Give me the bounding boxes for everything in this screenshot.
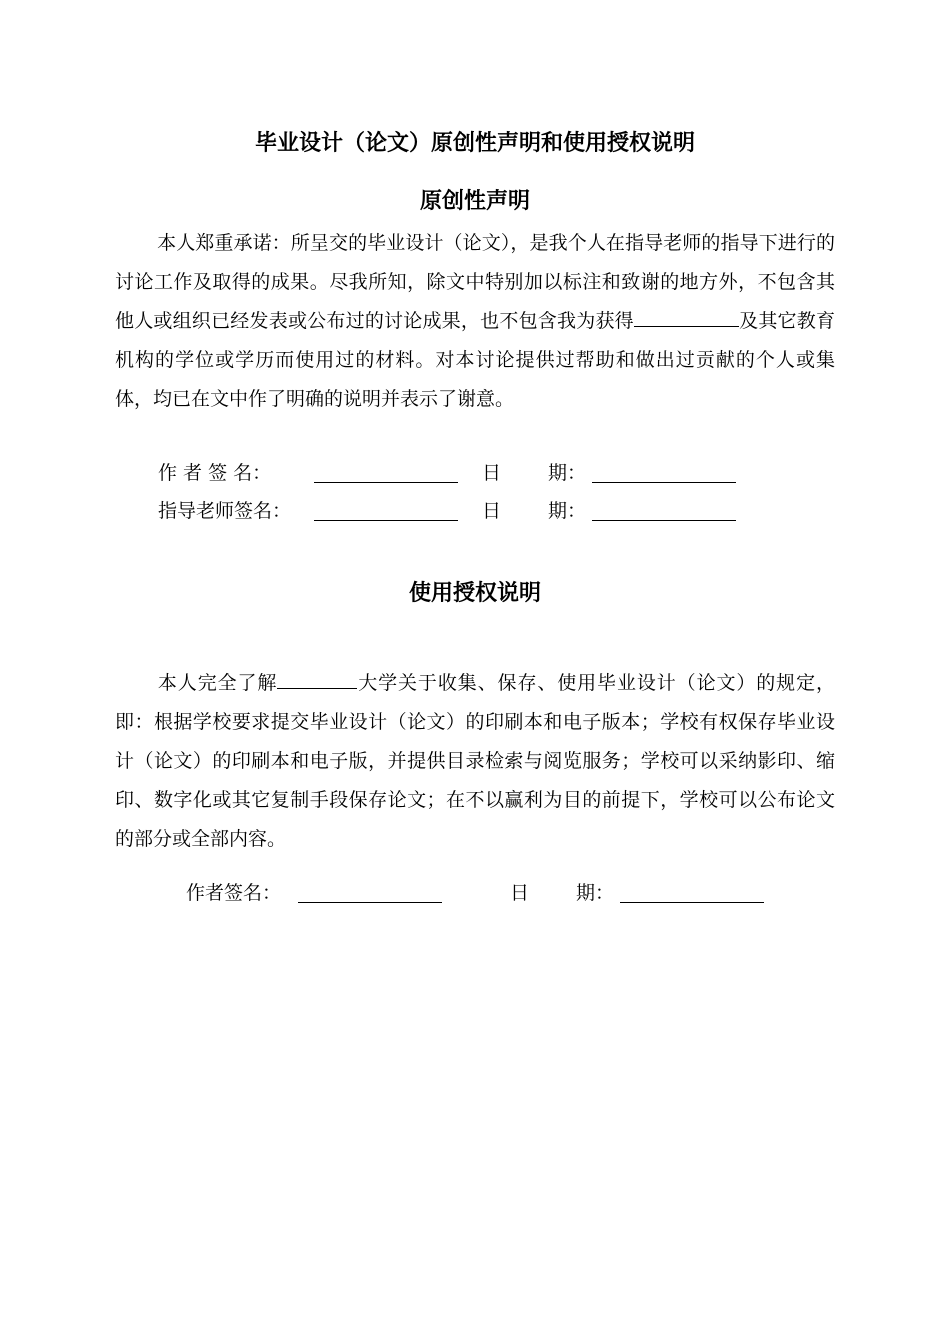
date-label-char-1: 日 — [510, 882, 530, 904]
date-label-char-1: 日 — [482, 462, 502, 484]
university-blank — [277, 668, 357, 689]
originality-heading: 原创性声明 — [419, 189, 530, 214]
advisor-signature-line — [314, 520, 458, 521]
originality-text-part-1: 本人郑重承诺：所呈交的毕业设计（论文），是我个人在指导老师的指导下进行的讨论工作及取得的成果。尽我所知，除文中特别加以标注和致谢的地方外，不包含其他人或组织已经发表或公布过的讨论成果，也不包含我为获得 — [115, 232, 835, 332]
author-signature-line — [314, 482, 458, 483]
advisor-signature-row — [158, 496, 758, 526]
originality-paragraph — [115, 224, 835, 419]
author-date-line — [592, 482, 736, 483]
authorization-heading: 使用授权说明 — [408, 581, 541, 606]
authorization-text-part-1: 本人完全了解 — [157, 672, 278, 694]
authorization-signature-line — [298, 902, 442, 903]
document-title: 毕业设计（论文）原创性声明和使用授权说明 — [254, 131, 695, 156]
author-signature-label: 作 者 签 名： — [158, 462, 272, 484]
authorization-signature-row — [186, 878, 786, 908]
date-label-char-2: 期： — [548, 462, 587, 484]
authorization-date-line — [620, 902, 764, 903]
author-signature-row — [158, 458, 758, 488]
originality-text-part-2: 及其它教育机构的学位或学历而使用过的材料。对本讨论提供过帮助和做出过贡献的个人或集体，均已在文中作了明确的说明并表示了谢意。 — [115, 310, 835, 410]
advisor-date-line — [592, 520, 736, 521]
authorization-paragraph — [115, 664, 835, 859]
authorization-author-label: 作者签名： — [186, 882, 282, 904]
date-label-char-2: 期： — [548, 500, 587, 522]
authorization-text-part-2: 大学关于收集、保存、使用毕业设计（论文）的规定，即：根据学校要求提交毕业设计（论文）的印刷本和电子版本；学校有权保存毕业设计（论文）的印刷本和电子版，并提供目录检索与阅览服务；学校可以采纳影印、缩印、数字化或其它复制手段保存论文；在不以赢利为目的前提下，学校可以公布论文的部分或全部内容。 — [115, 672, 835, 850]
advisor-signature-label: 指导老师签名： — [158, 500, 292, 522]
degree-blank — [634, 306, 739, 327]
date-label-char-2: 期： — [576, 882, 615, 904]
date-label-char-1: 日 — [482, 500, 502, 522]
